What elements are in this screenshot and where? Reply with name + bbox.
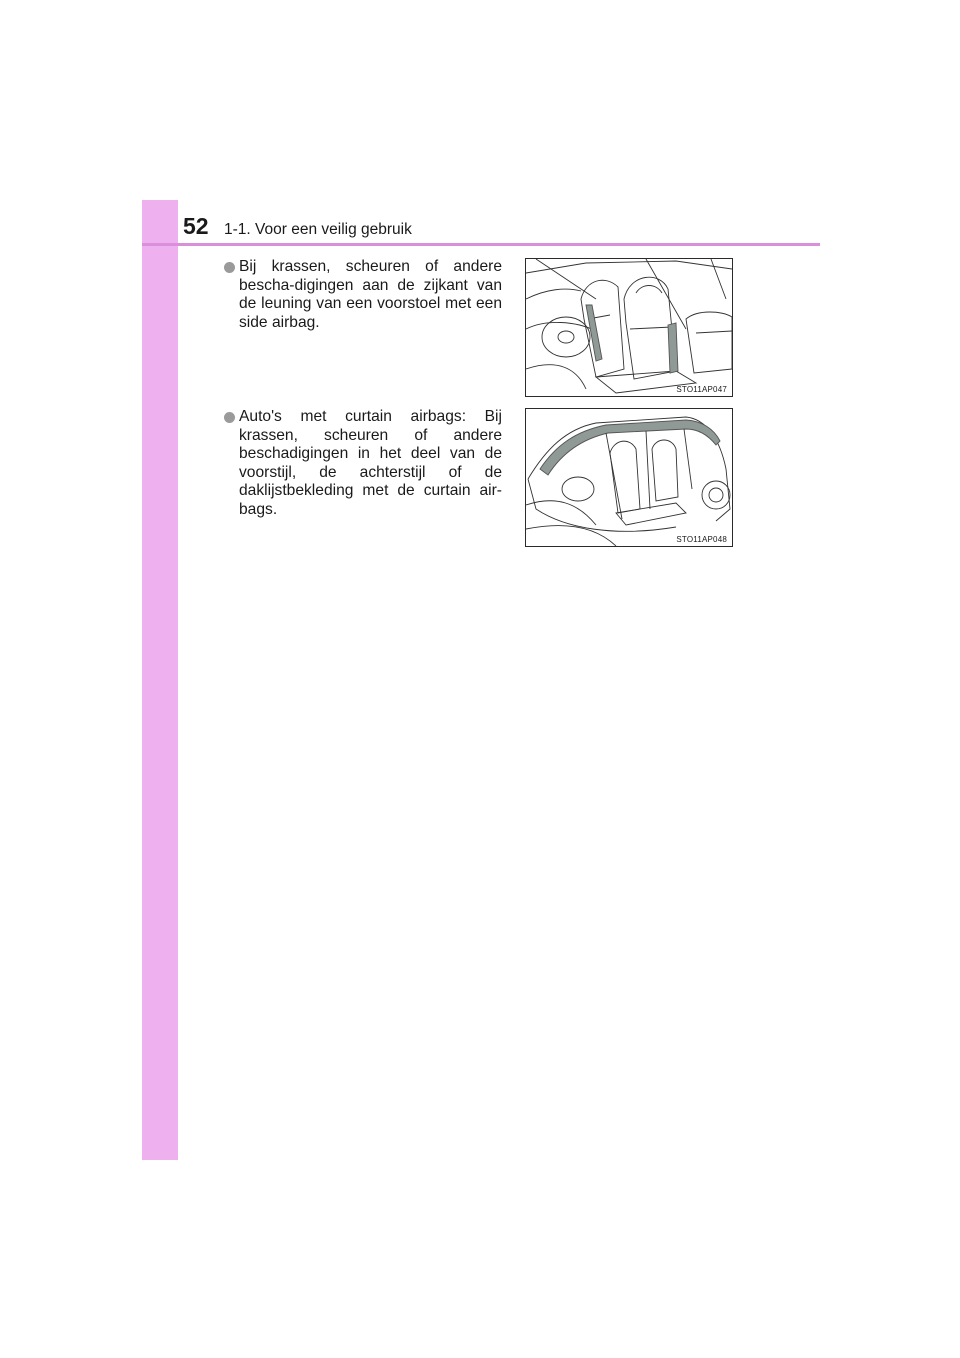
list-item-text: Bij krassen, scheuren of andere bescha-digingen aan de zijkant van de leuning van een voorstoel met een side airbag.: [239, 258, 502, 331]
bullet-icon: [224, 412, 235, 423]
list-item: [224, 258, 502, 332]
list-item-text: Auto's met curtain airbags: Bij krassen, scheuren of andere beschadigingen in het deel van de voorstijl, de achterstijl of de daklijstbekleding met de curtain air-bags.: [239, 408, 502, 518]
page-number: 52: [183, 213, 209, 239]
bullet-icon: [224, 262, 235, 273]
section-title: 1-1. Voor een veilig gebruik: [224, 221, 412, 238]
seat-side-airbag-illustration: [525, 258, 733, 397]
curtain-airbag-illustration: [525, 408, 733, 547]
header-divider: [142, 243, 820, 246]
figure-code: STO11AP047: [676, 385, 727, 394]
list-item: [224, 408, 502, 519]
figure-code: STO11AP048: [676, 535, 727, 544]
section-side-tab: [142, 200, 178, 1160]
